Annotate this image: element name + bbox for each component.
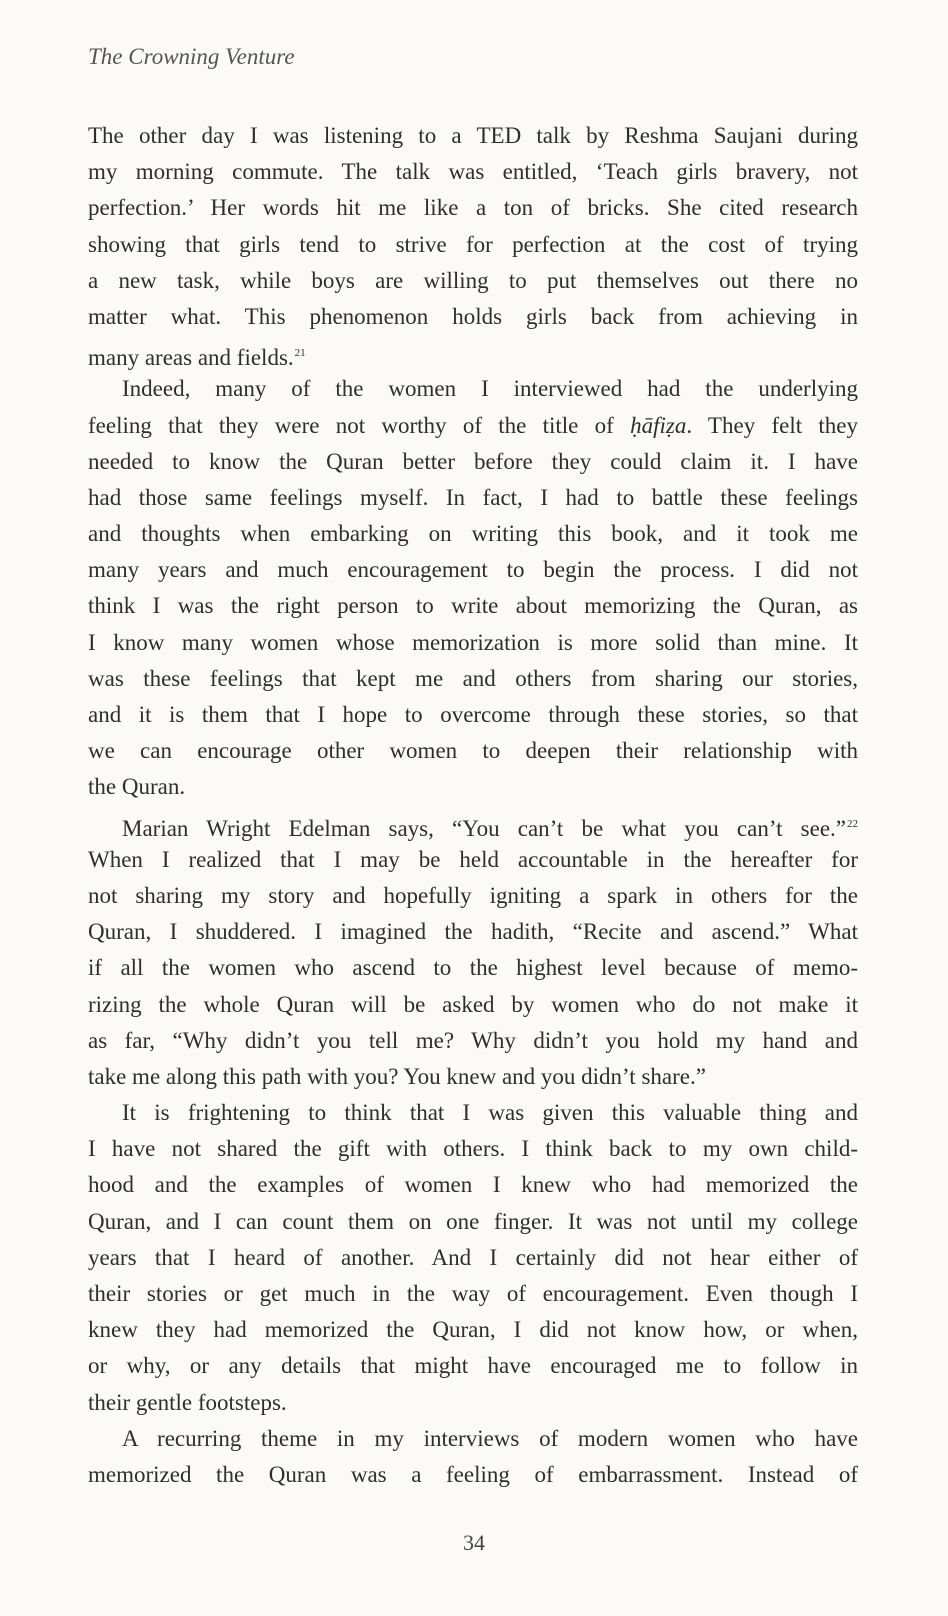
text-line — [88, 769, 858, 805]
body-text — [88, 118, 858, 1493]
text-line — [88, 1457, 858, 1493]
text-line — [88, 914, 858, 950]
line-text: . They felt they — [686, 412, 858, 438]
text-line — [88, 661, 858, 697]
paragraph — [88, 371, 858, 805]
line-text: I know many women whose memorization is more solid than mine. It — [88, 629, 858, 655]
text-line — [88, 842, 858, 878]
line-text: matter what. This phenomenon holds girls back from achieving in — [88, 303, 858, 329]
footnote-marker[interactable]: 21 — [294, 347, 306, 360]
line-text: perfection.’ Her words hit me like a ton of bricks. She cited research — [88, 195, 858, 221]
text-line — [88, 263, 858, 299]
text-line — [88, 516, 858, 552]
line-text: I have not shared the gift with others. I think back to my own child- — [88, 1136, 858, 1162]
text-line — [88, 950, 858, 986]
text-line — [88, 588, 858, 624]
footnote-marker[interactable]: 22 — [847, 817, 858, 830]
line-text: and it is them that I hope to overcome through these stories, so that — [88, 702, 858, 727]
line-text: was these feelings that kept me and others from sharing our stories, — [88, 665, 858, 691]
line-text: think I was the right person to write about memorizing the Quran, as — [88, 593, 858, 619]
line-text: their gentle footsteps. — [88, 1389, 287, 1415]
line-text: take me along this path with you? You knew and you didn’t share.” — [88, 1063, 706, 1089]
text-line — [88, 1385, 858, 1421]
line-text: if all the women who ascend to the highest level because of memo- — [88, 955, 858, 981]
running-head: The Crowning Venture — [88, 44, 295, 69]
line-text: Indeed, many of the women I interviewed had the underlying — [122, 376, 858, 402]
text-line — [88, 878, 858, 914]
text-line — [88, 733, 858, 769]
text-line — [88, 118, 858, 154]
line-text: It is frightening to think that I was given this valuable thing and — [122, 1100, 858, 1126]
text-line — [88, 1131, 858, 1167]
text-line — [88, 335, 858, 371]
text-line — [88, 1276, 858, 1312]
text-line — [88, 154, 858, 190]
text-line — [88, 806, 858, 842]
line-text: Quran, and I can count them on one finger. It was not until my college — [88, 1208, 858, 1234]
text-line — [88, 1421, 858, 1457]
text-line — [88, 444, 858, 480]
line-text: or why, or any details that might have encouraged me to follow in — [88, 1353, 858, 1379]
line-text: had those same feelings myself. In fact, I had to battle these feelings — [88, 484, 858, 510]
line-text: Marian Wright Edelman says, “You can’t be what you can’t see.” — [122, 815, 846, 841]
text-line — [88, 1240, 858, 1276]
line-text: not sharing my story and hopefully igniting a spark in others for the — [88, 882, 858, 908]
line-text: many years and much encouragement to begin the process. I did not — [88, 557, 858, 583]
text-line — [88, 408, 858, 444]
line-text: The other day I was listening to a TED talk by Reshma Saujani during — [88, 123, 858, 148]
text-line — [88, 1348, 858, 1384]
line-text: my morning commute. The talk was entitled, ‘Teach girls bravery, not — [88, 159, 858, 185]
line-text: When I realized that I may be held accountable in the hereafter for — [88, 846, 858, 872]
line-text: hood and the examples of women I knew who had memorized the — [88, 1172, 858, 1198]
line-text: and thoughts when embarking on writing this book, and it took me — [88, 521, 858, 547]
paragraph — [88, 1421, 858, 1493]
text-line — [88, 480, 858, 516]
line-text: as far, “Why didn’t you tell me? Why didn’t you hold my hand and — [88, 1027, 858, 1053]
line-text: feeling that they were not worthy of the title of — [88, 412, 631, 438]
text-line — [88, 371, 858, 407]
text-line — [88, 227, 858, 263]
text-line — [88, 1059, 858, 1095]
text-line — [88, 552, 858, 588]
line-text: A recurring theme in my interviews of modern women who have — [122, 1425, 858, 1451]
paragraph — [88, 118, 858, 371]
line-text: needed to know the Quran better before they could claim it. I have — [88, 448, 858, 474]
line-text: we can encourage other women to deepen their relationship with — [88, 738, 858, 764]
line-text: rizing the whole Quran will be asked by women who do not make it — [88, 991, 858, 1017]
page-number: 34 — [463, 1530, 485, 1555]
italic-term: ḥāfiẓa — [630, 412, 687, 438]
text-line — [88, 1023, 858, 1059]
text-line — [88, 1095, 858, 1131]
text-line — [88, 299, 858, 335]
text-line — [88, 1312, 858, 1348]
line-text: knew they had memorized the Quran, I did not know how, or when, — [88, 1317, 858, 1343]
text-line — [88, 625, 858, 661]
line-text: a new task, while boys are willing to put themselves out there no — [88, 267, 858, 293]
line-text: the Quran. — [88, 774, 186, 800]
text-line — [88, 697, 858, 733]
line-text: their stories or get much in the way of encouragement. Even though I — [88, 1281, 858, 1306]
paragraph — [88, 806, 858, 1096]
text-line — [88, 987, 858, 1023]
line-text: memorized the Quran was a feeling of embarrassment. Instead of — [88, 1461, 858, 1487]
text-line — [88, 190, 858, 226]
line-text: years that I heard of another. And I certainly did not hear either of — [88, 1244, 858, 1270]
line-text: Quran, I shuddered. I imagined the hadith, “Recite and ascend.” What — [88, 919, 858, 945]
paragraph — [88, 1095, 858, 1421]
text-line — [88, 1167, 858, 1203]
line-text: showing that girls tend to strive for perfection at the cost of trying — [88, 231, 858, 257]
line-text: many areas and fields. — [88, 345, 294, 371]
text-line — [88, 1204, 858, 1240]
